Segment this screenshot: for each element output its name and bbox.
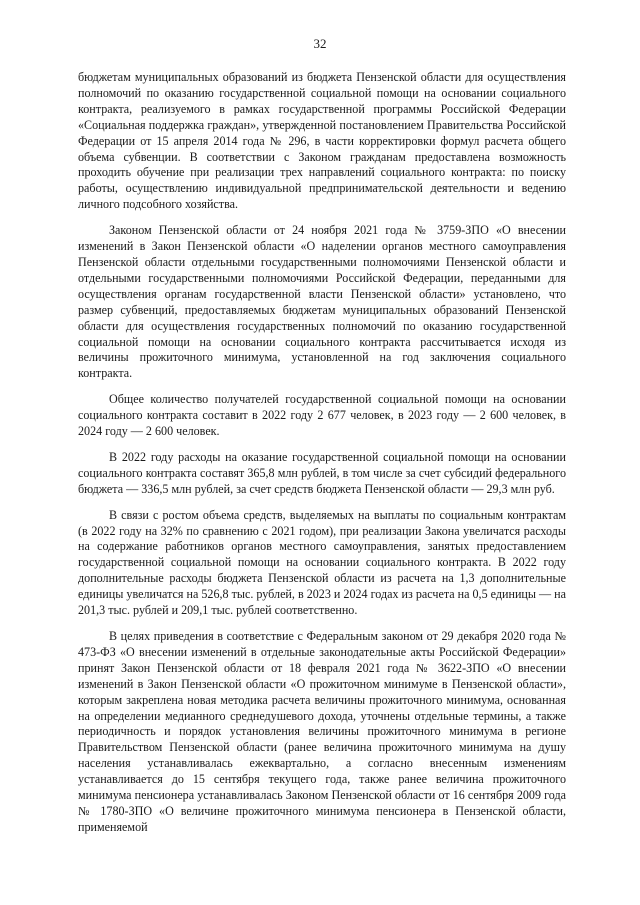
page-number: 32 <box>313 36 327 51</box>
document-body <box>78 70 566 836</box>
paragraph-6: В целях приведения в соответствие с Федеральным законом от 29 декабря 2020 года № 473-ФЗ «О внесении изменений в отдельные законодательные акты Российской Федерации» принят Закон Пензенской области от 18 февраля 2021 года № 3622-ЗПО «О внесении изменений в Закон Пензенской области «О прожиточном минимуме в Пензенской области», которым закреплена новая методика расчета величины прожиточного минимума, основанная на определении медианного среднедушевого дохода, уточнены отдельные термины, а также периодичность и порядок установления величины прожиточного минимума в регионе Правительством Пензенской области (ранее величина прожиточного минимума на душу населения устанавливалась ежеквартально, а согласно внесенным изменениям устанавливается до 15 сентября текущего года, также ранее величина прожиточного минимума пенсионера устанавливалась Законом Пензенской области от 16 сентября 2009 года № 1780-ЗПО «О величине прожиточного минимума пенсионера в Пензенской области, применяемой <box>78 629 566 834</box>
paragraph-4: В 2022 году расходы на оказание государственной социальной помощи на основании социального контракта составят 365,8 млн рублей, в том числе за счет субсидий федерального бюджета — 336,5 млн рублей, за счет средств бюджета Пензенской области — 29,3 млн руб. <box>78 449 566 496</box>
paragraph-1: бюджетам муниципальных образований из бюджета Пензенской области для осуществления полномочий по оказанию государственной социальной помощи на основании социального контракта, реализуемого в рамках государственной программы Российской Федерации «Социальная поддержка граждан», утвержденной постановлением Правительства Российской Федерации от 15 апреля 2014 года № 296, в части корректировки формул расчета общего объема субвенции. В соответствии с Законом гражданам предоставлена возможность проходить обучение при реализации трех направлений социального контракта: по поиску работы, осуществлению индивидуальной предпринимательской деятельности и ведению личного подсобного хозяйства. <box>78 70 566 212</box>
paragraph-3: Общее количество получателей государственной социальной помощи на основании социального контракта составит в 2022 году 2 677 человек, в 2023 году — 2 600 человек, в 2024 году — 2 600 человек. <box>78 392 566 439</box>
paragraph-5: В связи с ростом объема средств, выделяемых на выплаты по социальным контрактам (в 2022 году на 32% по сравнению с 2021 годом), при реализации Закона увеличатся расходы на содержание работников органов местного самоуправления, занятых предоставлением государственной социальной помощи на основании социального контракта. В 2022 году дополнительные расходы бюджета Пензенской области из расчета на 1,3 дополнительные единицы увеличатся на 526,8 тыс. рублей, в 2023 и 2024 годах из расчета на 0,5 единицы — на 201,3 тыс. рублей и 209,1 тыс. рублей соответственно. <box>78 507 567 618</box>
paragraph-2: Законом Пензенской области от 24 ноября 2021 года № 3759-ЗПО «О внесении изменений в Закон Пензенской области «О наделении органов местного самоуправления Пензенской области отдельными государственными полномочиями Пензенской области и отдельными государственными полномочиями Российской Федерации, переданными для осуществления органам государственной власти Пензенской области» установлено, что размер субвенций, предоставляемых бюджетам муниципальных образований Пензенской области для осуществления государственных полномочий по оказанию государственной социальной помощи на основании социального контракта рассчитывается исходя из величины прожиточного минимума, установленной на год заключения социального контракта. <box>78 223 566 381</box>
